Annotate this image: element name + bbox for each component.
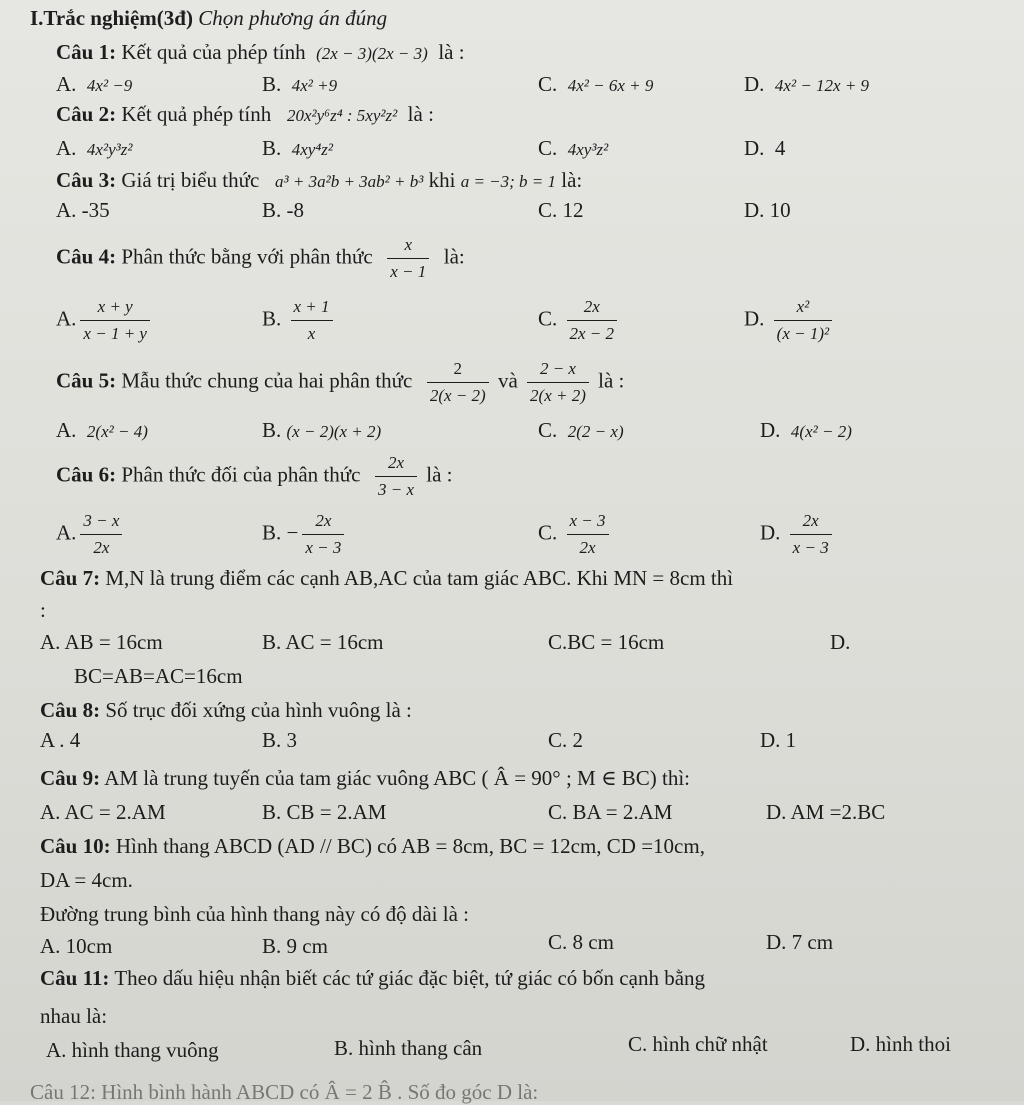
q2-option-a[interactable]: A. 4x²y³z² [56, 136, 133, 160]
question-7 [40, 566, 733, 591]
q3-option-b[interactable]: B. -8 [262, 198, 304, 222]
q7-option-a[interactable]: A. AB = 16cm [40, 630, 163, 654]
q1-option-d[interactable]: D. 4x² − 12x + 9 [744, 72, 870, 96]
question-9-label: Câu 9: [40, 766, 101, 790]
question-3-text: Giá trị biểu thức [121, 168, 260, 192]
question-6-fraction: $\frac{2x}{3 - x}$ [375, 450, 417, 503]
question-5-fraction-1: $\frac{2}{2(x - 2)}$ [427, 356, 489, 409]
question-9 [40, 766, 690, 791]
question-2-text: Kết quả phép tính [121, 102, 272, 126]
question-1-expression: (2x − 3)(2x − 3) [316, 44, 428, 63]
q10-option-b[interactable]: B. 9 cm [262, 934, 328, 958]
q6-option-d[interactable]: D. $\frac{2x}{x - 3}$ [760, 508, 836, 561]
question-10-text: Hình thang ABCD (AD // BC) có AB = 8cm, BC = 12cm, CD =10cm, [115, 834, 705, 858]
q7-option-d-value: BC=AB=AC=16cm [74, 664, 243, 688]
question-3-mid: khi [428, 168, 456, 192]
question-4-text: Phân thức bằng với phân thức [121, 244, 373, 269]
q4-option-b[interactable]: B. $\frac{x + 1}{x}$ [262, 294, 337, 347]
q5-option-c[interactable]: C. 2(2 − x) [538, 418, 624, 442]
question-5-fraction-2: $\frac{2 - x}{2(x + 2)}$ [527, 356, 589, 409]
question-6 [56, 450, 453, 503]
question-1-tail: là : [438, 40, 465, 64]
question-5-text: Mẫu thức chung của hai phân thức [121, 368, 413, 393]
q10-option-c[interactable]: C. 8 cm [548, 930, 614, 954]
question-2 [56, 102, 434, 127]
question-10-line-3: Đường trung bình của hình thang này có độ dài là : [40, 902, 469, 926]
question-3-label: Câu 3: [56, 168, 117, 192]
question-2-expression: 20x²y⁶z⁴ : 5xy²z² [286, 106, 398, 125]
question-1-label: Câu 1: [56, 40, 117, 64]
question-4-label: Câu 4: [56, 244, 117, 269]
question-6-text: Phân thức đối của phân thức [121, 462, 361, 487]
question-11-label: Câu 11: [40, 966, 110, 990]
q5-option-d[interactable]: D. 4(x² − 2) [760, 418, 852, 442]
question-3 [56, 168, 582, 193]
question-2-tail: là : [407, 102, 434, 126]
question-7-colon: : [40, 598, 46, 622]
question-7-label: Câu 7: [40, 566, 101, 590]
question-10-line-2: DA = 4cm. [40, 868, 133, 892]
question-12-partial: Câu 12: Hình bình hành ABCD có Â = 2 B̂ . Số đo góc D là: [30, 1080, 539, 1104]
q6-option-c[interactable]: C. $\frac{x - 3}{2x}$ [538, 508, 613, 561]
q8-option-a[interactable]: A . 4 [40, 728, 81, 752]
question-4-fraction: $\frac{x}{x - 1}$ [387, 232, 429, 285]
question-11 [40, 966, 705, 991]
q7-option-d[interactable]: D. [830, 630, 851, 654]
q3-option-d[interactable]: D. 10 [744, 198, 791, 222]
q2-option-b[interactable]: B. 4xy⁴z² [262, 136, 333, 160]
question-9-text: AM là trung tuyến của tam giác vuông ABC ( Â = 90° ; M ∈ BC) thì: [104, 766, 691, 790]
q8-option-d[interactable]: D. 1 [760, 728, 797, 752]
q1-option-b[interactable]: B. 4x² +9 [262, 72, 338, 96]
q9-option-a[interactable]: A. AC = 2.AM [40, 800, 166, 824]
question-3-tail: là: [561, 168, 583, 192]
question-7-text: M,N là trung điểm các cạnh AB,AC của tam giác ABC. Khi MN = 8cm thì [105, 566, 734, 590]
question-8-text: Số trục đối xứng của hình vuông là : [105, 698, 412, 722]
q5-option-b[interactable]: B. (x − 2)(x + 2) [262, 418, 382, 442]
question-1-text: Kết quả của phép tính [121, 40, 306, 64]
question-10-label: Câu 10: [40, 834, 111, 858]
q1-option-c[interactable]: C. 4x² − 6x + 9 [538, 72, 654, 96]
question-3-condition: a = −3; b = 1 [460, 172, 557, 191]
q4-option-c[interactable]: C. $\frac{2x}{2x - 2}$ [538, 294, 621, 347]
question-4-tail: là: [443, 244, 465, 269]
q6-option-b[interactable]: B. − $\frac{2x}{x - 3}$ [262, 508, 348, 561]
question-2-label: Câu 2: [56, 102, 117, 126]
question-4 [56, 232, 465, 285]
question-8-label: Câu 8: [40, 698, 101, 722]
q9-option-d[interactable]: D. AM =2.BC [766, 800, 886, 824]
q7-option-c[interactable]: C.BC = 16cm [548, 630, 665, 654]
q8-option-b[interactable]: B. 3 [262, 728, 298, 752]
q8-option-c[interactable]: C. 2 [548, 728, 584, 752]
q3-option-a[interactable]: A. -35 [56, 198, 110, 222]
q10-option-a[interactable]: A. 10cm [40, 934, 113, 958]
q4-option-a[interactable]: A. $\frac{x + y}{x - 1 + y}$ [56, 294, 154, 347]
q2-option-d[interactable]: D. 4 [744, 136, 786, 160]
question-5-tail: là : [598, 368, 625, 393]
q7-option-b[interactable]: B. AC = 16cm [262, 630, 384, 654]
q11-option-b[interactable]: B. hình thang cân [334, 1036, 483, 1060]
q11-option-c[interactable]: C. hình chữ nhật [628, 1032, 768, 1056]
q5-option-a[interactable]: A. 2(x² − 4) [56, 418, 148, 442]
question-8 [40, 698, 412, 723]
q11-option-a[interactable]: A. hình thang vuông [46, 1038, 219, 1062]
question-3-expression: a³ + 3a²b + 3ab² + b³ [275, 172, 424, 191]
q3-option-c[interactable]: C. 12 [538, 198, 584, 222]
question-11-text: Theo dấu hiệu nhận biết các tứ giác đặc biệt, tứ giác có bốn cạnh bằng [114, 966, 706, 990]
section-title-bold: I.Trắc nghiệm(3đ) [30, 6, 193, 30]
question-10 [40, 834, 705, 859]
section-title-italic: Chọn phương án đúng [192, 6, 388, 30]
q6-option-a[interactable]: A. $\frac{3 - x}{2x}$ [56, 508, 126, 561]
question-5 [56, 356, 624, 409]
question-5-and: và [497, 368, 518, 393]
question-1 [56, 40, 465, 65]
q10-option-d[interactable]: D. 7 cm [766, 930, 834, 954]
section-title [30, 6, 387, 31]
q4-option-d[interactable]: D. $\frac{\text{x²}}{\text{(x − 1)²}}$ [744, 294, 836, 347]
question-6-tail: là : [426, 462, 453, 487]
q1-option-a[interactable]: A. 4x² −9 [56, 72, 133, 96]
question-6-label: Câu 6: [56, 462, 117, 487]
q9-option-c[interactable]: C. BA = 2.AM [548, 800, 673, 824]
question-11-line-2: nhau là: [40, 1004, 108, 1028]
question-5-label: Câu 5: [56, 368, 117, 393]
q2-option-c[interactable]: C. 4xy³z² [538, 136, 609, 160]
q9-option-b[interactable]: B. CB = 2.AM [262, 800, 387, 824]
q11-option-d[interactable]: D. hình thoi [850, 1032, 951, 1056]
